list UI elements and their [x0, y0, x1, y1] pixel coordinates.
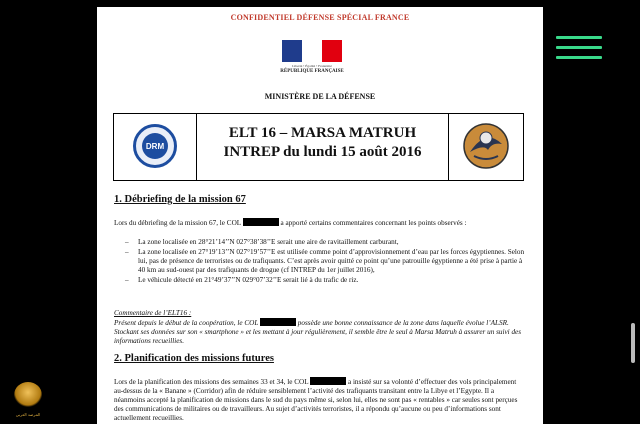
observations-list	[125, 238, 525, 286]
right-logo-cell	[448, 114, 523, 180]
list-item: – Le véhicule détecté en 21°49’37’’N 029°07’32’’E serait lié à du trafic de riz.	[125, 276, 525, 285]
hamburger-menu-icon[interactable]	[556, 36, 602, 60]
left-logo-cell	[114, 114, 197, 180]
section2-heading: 2. Planification des missions futures	[114, 353, 274, 364]
vertical-scrollbar[interactable]	[631, 323, 635, 363]
elt16-comment: Commentaire de l’ELT16 : Présent depuis le début de la coopération, le COL possède une bonne connaissance de la zone dans laquelle évolue l’ALSR. Stockant ses données sur son « smartphone » et les mettant à jour régulièrement, il semble être le seul à Marsa Matruh à assurer un suivi des informations recueillies.	[114, 309, 526, 346]
section1-intro: Lors du débriefing de la mission 67, le COL a apporté certains commentaires concernant les points observés :	[114, 219, 467, 227]
ministry-title: MINISTÈRE DE LA DÉFENSE	[264, 92, 376, 101]
redacted-name-block	[310, 377, 346, 385]
report-title	[197, 124, 448, 162]
unit-eagle-icon	[462, 122, 510, 170]
report-header-box	[113, 113, 524, 181]
report-title-line2: INTREP du lundi 15 août 2016	[223, 144, 422, 160]
republic-flag-icon	[282, 40, 342, 62]
classification-banner: CONFIDENTIEL DÉFENSE SPÉCIAL FRANCE	[230, 13, 410, 22]
watermark-logo	[4, 382, 52, 422]
republic-motto: Liberté • Égalité • Fraternité	[292, 64, 332, 68]
redacted-name-block	[260, 318, 296, 326]
watermark-emblem-icon	[14, 382, 42, 408]
comment-label: Commentaire de l’ELT16 :	[114, 309, 192, 317]
document-page	[97, 7, 543, 424]
report-title-line1: ELT 16 – MARSA MATRUH	[228, 125, 417, 141]
watermark-text: المرصد العربي	[15, 412, 41, 417]
section2-body: Lors de la planification des missions des semaines 33 et 34, le COL a insisté sur sa volonté d’effectuer des vols principalement au-dessus de la « Banane » (Corridor) afin de réduire sensiblement l’activité des trafiquants transitant entre la Libye et l’Egypte. Il a néanmoins accepté la planification de missions dans le sud du pays même si, selon lui, elles ne sont pas « rentables » car seules sont perçues des communications de militaires ou de travailleurs. Au sujet d’activités terroristes, il a répondu qu’aucune ou peu d’informations sont actuellement recueillies.	[114, 378, 518, 422]
drm-logo-icon: DRM	[133, 124, 177, 168]
list-item: – La zone localisée en 28°21’14’’N 027°38’38’’E serait une aire de ravitaillement carburant,	[125, 238, 525, 247]
republic-name: RÉPUBLIQUE FRANÇAISE	[280, 69, 344, 74]
section1-heading: 1. Débriefing de la mission 67	[114, 194, 246, 205]
marianne-emblem	[279, 40, 345, 80]
redacted-name-block	[243, 218, 279, 226]
list-item: – La zone localisée en 27°19’13’’N 027°19’57’’E est utilisée comme point d’approvisionnement d’eau par les forces égyptiennes. Selon lui, pas de présence de terroristes ou de trafiquants. C’est après avoir quitté ce point qu’une patrouille égyptienne a été prise à partie à 40 km au sud-ouest par des trafiquants de drogue (cf INTREP du 1er juillet 2016),	[125, 248, 525, 275]
